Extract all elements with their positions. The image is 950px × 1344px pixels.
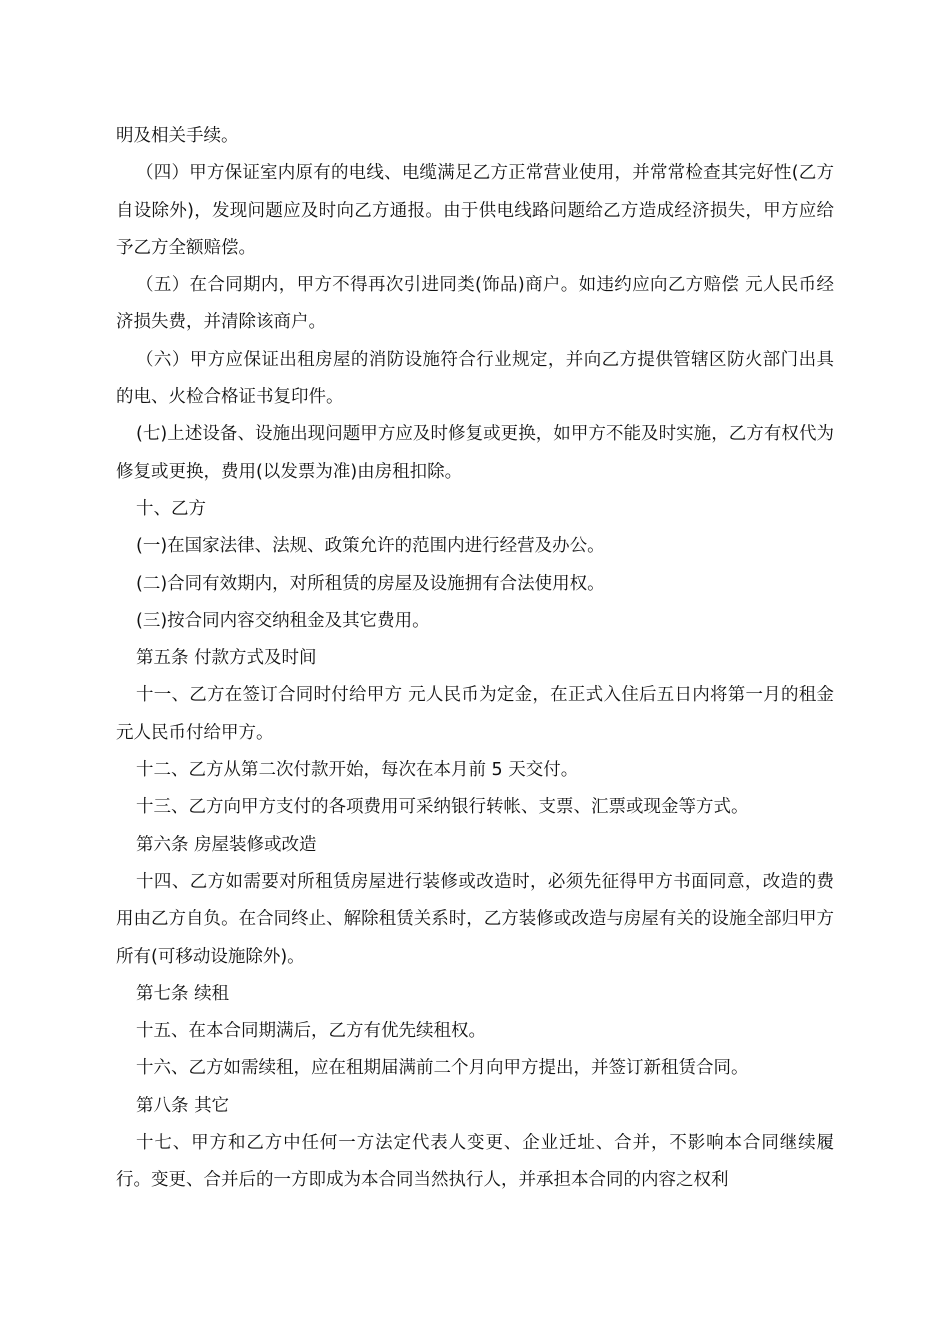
- party-b-item-one: (一)在国家法律、法规、政策允许的范围内进行经营及办公。: [136, 536, 605, 557]
- document-body: [116, 118, 834, 1200]
- article-six-heading: 第六条 房屋装修或改造: [136, 834, 317, 855]
- clause-seventeen: 十七、甲方和乙方中任何一方法定代表人变更、企业迁址、合并，不影响本合同继续履行。变更、合并后的一方即成为本合同当然执行人，并承担本合同的内容之权利: [116, 1133, 834, 1191]
- paragraph-continuation: 明及相关手续。: [116, 126, 239, 146]
- party-b-item-three: (三)按合同内容交纳租金及其它费用。: [136, 610, 430, 631]
- article-seven-heading: 第七条 续租: [136, 983, 230, 1004]
- clause-five: （五）在合同期内，甲方不得再次引进同类(饰品)商户。如违约应向乙方赔偿 元人民币经济损失费，并清除该商户。: [116, 275, 834, 333]
- clause-thirteen: 十三、乙方向甲方支付的各项费用可采纳银行转帐、支票、汇票或现金等方式。: [136, 797, 749, 818]
- clause-four: （四）甲方保证室内原有的电线、电缆满足乙方正常营业使用，并常常检查其完好性(乙方自设除外)，发现问题应及时向乙方通报。由于供电线路问题给乙方造成经济损失，甲方应给予乙方全额赔偿。: [116, 163, 834, 258]
- clause-seven: (七)上述设备、设施出现问题甲方应及时修复或更换，如甲方不能及时实施，乙方有权代为修复或更换，费用(以发票为准)由房租扣除。: [116, 424, 834, 482]
- clause-fifteen: 十五、在本合同期满后，乙方有优先续租权。: [136, 1021, 486, 1042]
- clause-fourteen: 十四、乙方如需要对所租赁房屋进行装修或改造时，必须先征得甲方书面同意，改造的费用由乙方自负。在合同终止、解除租赁关系时，乙方装修或改造与房屋有关的设施全部归甲方所有(可移动设施除外)。: [116, 871, 834, 967]
- clause-eleven: 十一、乙方在签订合同时付给甲方 元人民币为定金，在正式入住后五日内将第一月的租金 元人民币付给甲方。: [116, 685, 834, 743]
- party-b-item-two: (二)合同有效期内，对所租赁的房屋及设施拥有合法使用权。: [136, 573, 605, 594]
- article-eight-heading: 第八条 其它: [136, 1095, 230, 1116]
- clause-twelve: 十二、乙方从第二次付款开始，每次在本月前 5 天交付。: [136, 760, 579, 781]
- clause-sixteen: 十六、乙方如需续租，应在租期届满前二个月向甲方提出，并签订新租赁合同。: [136, 1058, 749, 1079]
- section-party-b: 十、乙方: [136, 498, 206, 519]
- article-five-heading: 第五条 付款方式及时间: [136, 648, 317, 669]
- clause-six: （六）甲方应保证出租房屋的消防设施符合行业规定，并向乙方提供管辖区防火部门出具的电、火检合格证书复印件。: [116, 349, 834, 408]
